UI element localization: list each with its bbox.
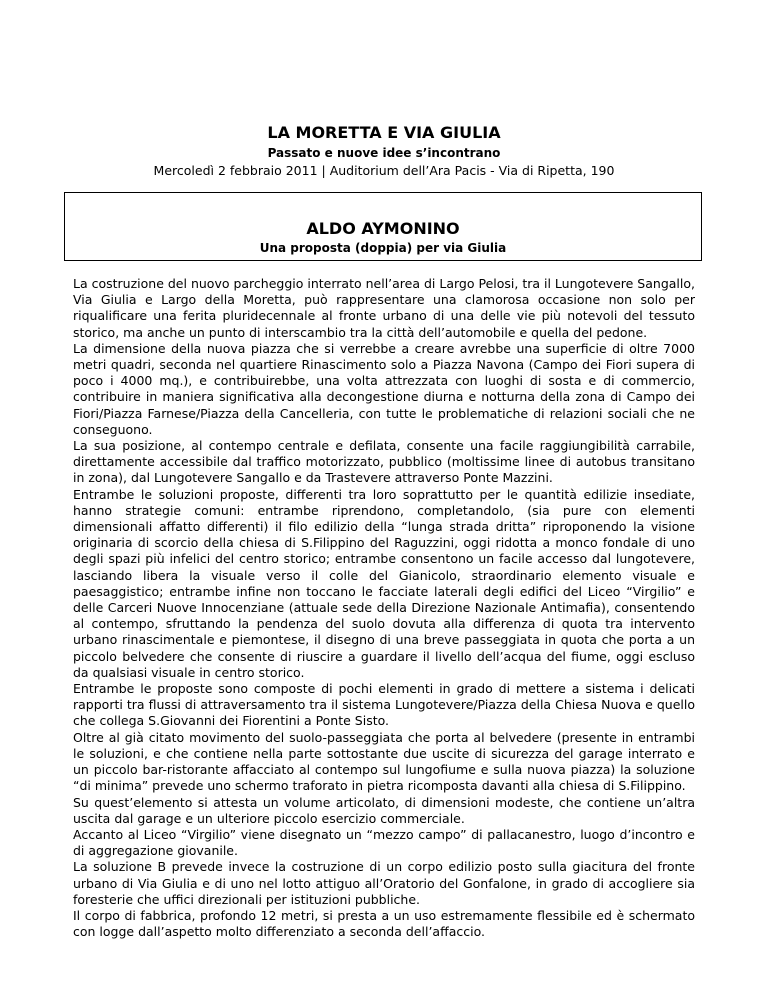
paragraph: La soluzione B prevede invece la costruzione di un corpo edilizio posto sulla giacitura del fronte urbano di Via Giulia e di uno nel lotto attiguo all’Oratorio del Gonfalone, in grado di accogliere sia foresterie che uffici direzionali per istituzioni pubbliche. [73,859,695,907]
paragraph: Su quest’elemento si attesta un volume articolato, di dimensioni modeste, che contiene un’altra uscita dal garage e un ulteriore piccolo esercizio commerciale. [73,794,695,826]
talk-title: Una proposta (doppia) per via Giulia [259,241,507,255]
event-subtitle: Passato e nuove idee s’incontrano [267,146,501,160]
body-text [73,276,695,940]
paragraph: Accanto al Liceo “Virgilio” viene disegnato un “mezzo campo” di pallacanestro, luogo d’incontro e di aggregazione giovanile. [73,826,695,859]
paragraph: Entrambe le proposte sono composte di pochi elementi in grado di mettere a sistema i delicati rapporti tra flussi di attraversamento tra il sistema Lungotevere/Piazza della Chiesa Nuova e quello che collega S.Giovanni dei Fiorentini a Ponte Sisto. [73,681,695,729]
event-title: LA MORETTA E VIA GIULIA [267,123,501,142]
paragraph: Il corpo di fabbrica, profondo 12 metri, si presta a un uso estremamente flessibile ed è schermato con logge dall’aspetto molto differenziato a seconda dell’affaccio. [73,907,695,940]
event-header [0,122,768,180]
paragraph: Entrambe le soluzioni proposte, differenti tra loro soprattutto per le quantità edilizie insediate, hanno strategie comuni: entrambe riprendono, completandolo, (sia pure con elementi dimensionali affatto differenti) il filo edilizio della “lunga strada dritta” riproponendo la visione originaria di scorcio della chiesa di S.Filippino del Raguzzini, oggi ridotta a monco fondale di uno degli spazi più infelici del centro storico; entrambe consentono un facile accesso dal lungotevere, lasciando libera la visuale verso il colle del Gianicolo, straordinario elemento visuale e paesaggistico; entrambe infine non toccano le facciate laterali degli edifici del Liceo “Virgilio” e delle Carceri Nuove Innocenziane (attuale sede della Direzione Nazionale Antimafia), consentendo al contempo, sfruttando la pendenza del suolo dovuta alla differenza di quota tra intervento urbano rinascimentale e piemontese, il disegno di una breve passeggiata in quota che porta a un piccolo belvedere che consente di riuscire a guardare il livello dell’acqua del fiume, oggi escluso da qualsiasi visuale in centro storico. [73,486,695,680]
event-info: Mercoledì 2 febbraio 2011 | Auditorium dell’Ara Pacis - Via di Ripetta, 190 [153,163,615,178]
speaker-box [64,192,702,261]
paragraph: Oltre al già citato movimento del suolo-passeggiata che porta al belvedere (presente in entrambi le soluzioni, e che contiene nella parte sottostante due uscite di sicurezza del garage interrato e un piccolo bar-ristorante affacciato al contempo sul lungofiume e sulla nuova piazza) la soluzione “di minima” prevede uno schermo traforato in pietra ricomposta davanti alla chiesa di S.Filippino. [73,729,695,794]
speaker-name: ALDO AYMONINO [306,219,460,238]
paragraph: La dimensione della nuova piazza che si verrebbe a creare avrebbe una superficie di oltre 7000 metri quadri, seconda nel quartiere Rinascimento solo a Piazza Navona (Campo dei Fiori supera di poco i 4000 mq.), e contribuirebbe, una volta attrezzata con luoghi di sosta e di commercio, contribuire in maniera significativa alla decongestione diurna e notturna della zona di Campo dei Fiori/Piazza Farnese/Piazza della Cancelleria, con tutte le problematiche di relazioni sociali che ne conseguono. [73,340,695,437]
paragraph: La costruzione del nuovo parcheggio interrato nell’area di Largo Pelosi, tra il Lungotevere Sangallo, Via Giulia e Largo della Moretta, può rappresentare una clamorosa occasione non solo per riqualificare una ferita pluridecennale al fronte urbano di una delle vie più notevoli del tessuto storico, ma anche un punto di interscambio tra la città dell’automobile e quella del pedone. [73,276,695,340]
paragraph: La sua posizione, al contempo centrale e defilata, consente una facile raggiungibilità carrabile, direttamente accessibile dal traffico motorizzato, pubblico (moltissime linee di autobus transitano in zona), dal Lungotevere Sangallo e da Trastevere attraverso Ponte Mazzini. [73,438,695,486]
